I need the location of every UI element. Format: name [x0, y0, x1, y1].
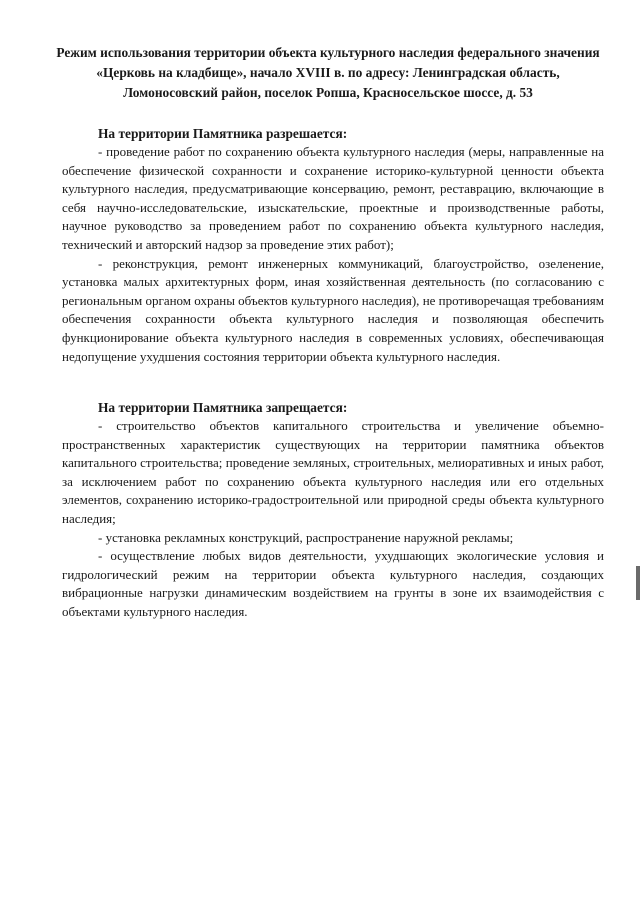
- forbidden-item-advertising: - установка рекламных конструкций, распространение наружной рекламы;: [98, 529, 514, 545]
- forbidden-item-construction: - строительство объектов капитального строительства и увеличение объемно-пространственных характеристик существующих на территории памятника объектов капитального строительства; проведение земляных, строительных, мелиоративных и иных работ, за исключением работ по сохранению объекта культурного наследия или его отдельных элементов, сохранению историко-градостроительной или природной среды объекта культурного наследия;: [62, 418, 604, 526]
- document-title: Режим использования территории объекта культурного наследия федерального значения «Церковь на кладбище», начало XVIII в. по адресу: Ленинградская область, Ломоносовский район, поселок Ропша, Красносельское шоссе, д. 53: [56, 45, 600, 100]
- allowed-section: [62, 124, 604, 366]
- forbidden-section: [62, 398, 604, 622]
- forbidden-heading: На территории Памятника запрещается:: [98, 400, 348, 415]
- allowed-item-reconstruction: - реконструкция, ремонт инженерных коммуникаций, благоустройство, озеленение, установка малых архитектурных форм, иная хозяйственная деятельность (по согласованию с региональным органом охраны объектов культурного наследия), не противоречащая требованиям обеспечения сохранности объекта культурного наследия и позволяющая обеспечить функционирование объекта культурного наследия в современных условиях, обеспечивающая недопущение ухудшения состояния территории объекта культурного наследия.: [62, 255, 604, 364]
- allowed-item-preservation-works: - проведение работ по сохранению объекта культурного наследия (меры, направленные на обеспечение физической сохранности и сохранение историко-культурной ценности объекта культурного наследия, предусматривающие консервацию, ремонт, реставрацию, включающие в себя научно-исследовательские, изыскательские, проектные и производственные работы, научное руководство за проведением работ по сохранению объекта культурного наследия, технический и авторский надзор за проведение этих работ);: [62, 144, 604, 252]
- forbidden-item-ecology: - осуществление любых видов деятельности, ухудшающих экологические условия и гидрологический режим на территории объекта культурного наследия, создающих вибрационные нагрузки динамическим воздействием на грунты в зоне их взаимодействия с объектами культурного наследия.: [62, 548, 604, 619]
- allowed-heading: На территории Памятника разрешается:: [98, 126, 348, 141]
- scan-edge-mark: [636, 566, 640, 600]
